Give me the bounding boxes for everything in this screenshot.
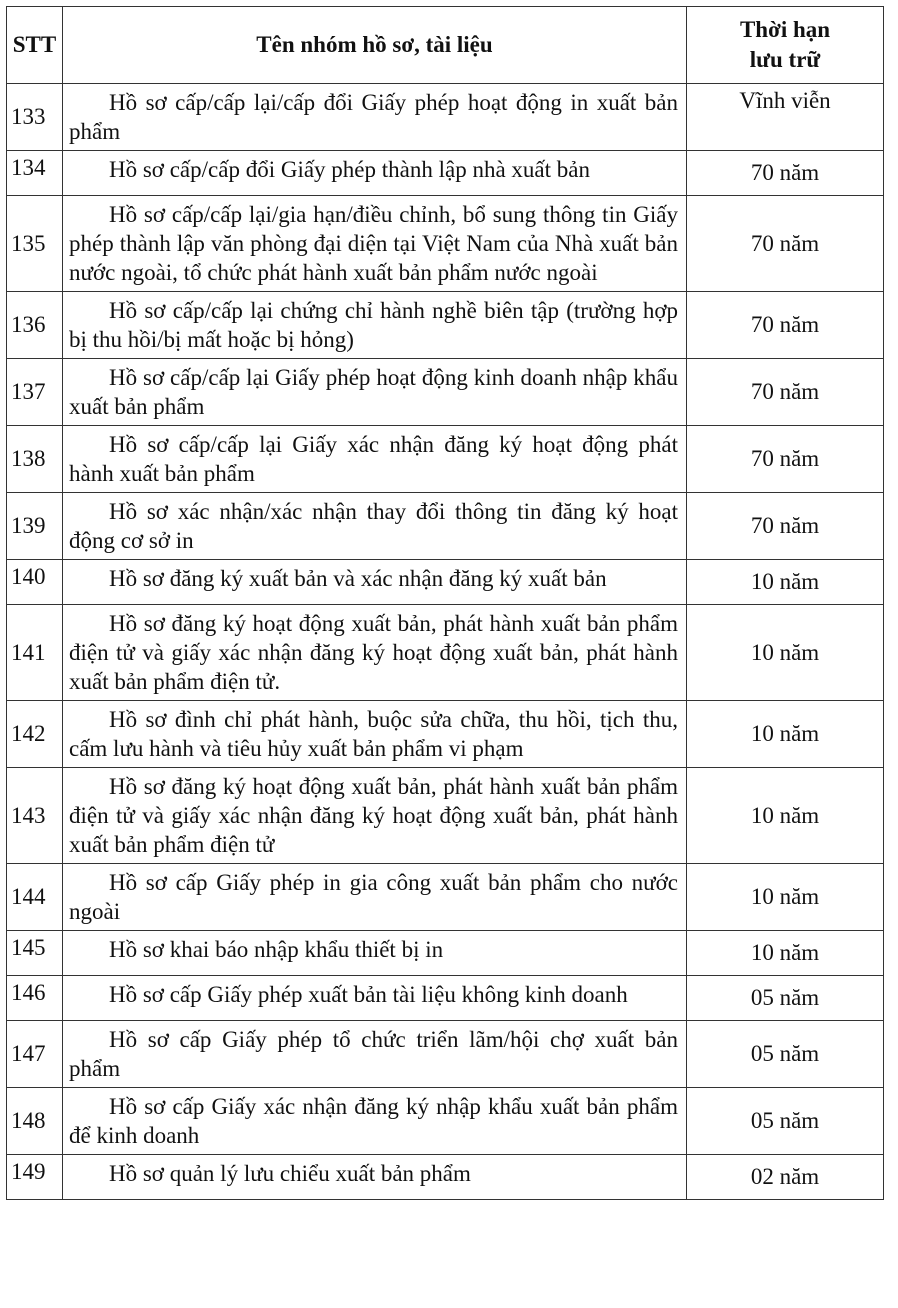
table-row — [7, 976, 884, 1021]
row-stt: 148 — [7, 1088, 63, 1155]
row-term: 70 năm — [687, 426, 884, 493]
retention-table — [6, 6, 884, 1200]
row-name: Hồ sơ cấp/cấp lại/cấp đổi Giấy phép hoạt động in xuất bản phẩm — [63, 84, 687, 151]
row-name: Hồ sơ cấp Giấy xác nhận đăng ký nhập khẩu xuất bản phẩm để kinh doanh — [63, 1088, 687, 1155]
row-term: 05 năm — [687, 976, 884, 1021]
table-row — [7, 493, 884, 560]
row-name: Hồ sơ cấp Giấy phép in gia công xuất bản phẩm cho nước ngoài — [63, 864, 687, 931]
table-row — [7, 151, 884, 196]
table-row — [7, 560, 884, 605]
table-row — [7, 1021, 884, 1088]
table-row — [7, 84, 884, 151]
table-row — [7, 292, 884, 359]
row-term: 02 năm — [687, 1155, 884, 1200]
table-row — [7, 196, 884, 292]
table-row — [7, 1155, 884, 1200]
row-name: Hồ sơ quản lý lưu chiểu xuất bản phẩm — [63, 1155, 687, 1200]
row-stt: 134 — [7, 151, 63, 196]
table-row — [7, 864, 884, 931]
row-stt: 146 — [7, 976, 63, 1021]
header-term — [687, 7, 884, 84]
row-name: Hồ sơ cấp Giấy phép tổ chức triển lãm/hội chợ xuất bản phẩm — [63, 1021, 687, 1088]
row-name: Hồ sơ khai báo nhập khẩu thiết bị in — [63, 931, 687, 976]
table-row — [7, 426, 884, 493]
header-row — [7, 7, 884, 84]
row-term: 70 năm — [687, 292, 884, 359]
row-name: Hồ sơ cấp/cấp lại Giấy xác nhận đăng ký hoạt động phát hành xuất bản phẩm — [63, 426, 687, 493]
header-term-line2: lưu trữ — [749, 47, 821, 72]
row-name: Hồ sơ cấp/cấp lại/gia hạn/điều chỉnh, bổ sung thông tin Giấy phép thành lập văn phòng đại diện tại Việt Nam của Nhà xuất bản nước ngoài, tổ chức phát hành xuất bản phẩm nước ngoài — [63, 196, 687, 292]
row-stt: 136 — [7, 292, 63, 359]
row-stt: 139 — [7, 493, 63, 560]
row-term: 05 năm — [687, 1021, 884, 1088]
row-stt: 140 — [7, 560, 63, 605]
row-name: Hồ sơ xác nhận/xác nhận thay đổi thông tin đăng ký hoạt động cơ sở in — [63, 493, 687, 560]
row-stt: 138 — [7, 426, 63, 493]
row-term: 10 năm — [687, 701, 884, 768]
row-name: Hồ sơ đăng ký hoạt động xuất bản, phát hành xuất bản phẩm điện tử và giấy xác nhận đăng ký hoạt động xuất bản, phát hành xuất bản phẩm điện tử — [63, 768, 687, 864]
table-row — [7, 768, 884, 864]
row-term: Vĩnh viễn — [687, 84, 884, 151]
row-term: 70 năm — [687, 359, 884, 426]
row-name: Hồ sơ cấp/cấp lại Giấy phép hoạt động kinh doanh nhập khẩu xuất bản phẩm — [63, 359, 687, 426]
header-name: Tên nhóm hồ sơ, tài liệu — [63, 7, 687, 84]
table-row — [7, 931, 884, 976]
row-stt: 133 — [7, 84, 63, 151]
row-term: 70 năm — [687, 196, 884, 292]
table-row — [7, 359, 884, 426]
row-term: 10 năm — [687, 864, 884, 931]
row-stt: 137 — [7, 359, 63, 426]
table-row — [7, 605, 884, 701]
row-term: 70 năm — [687, 151, 884, 196]
row-term: 10 năm — [687, 560, 884, 605]
row-stt: 147 — [7, 1021, 63, 1088]
row-name: Hồ sơ đăng ký hoạt động xuất bản, phát hành xuất bản phẩm điện tử và giấy xác nhận đăng ký hoạt động xuất bản, phát hành xuất bản phẩm điện tử. — [63, 605, 687, 701]
row-stt: 145 — [7, 931, 63, 976]
row-term: 10 năm — [687, 768, 884, 864]
row-stt: 144 — [7, 864, 63, 931]
row-stt: 141 — [7, 605, 63, 701]
row-term: 70 năm — [687, 493, 884, 560]
header-term-line1: Thời hạn — [739, 17, 831, 42]
row-name: Hồ sơ cấp Giấy phép xuất bản tài liệu không kinh doanh — [63, 976, 687, 1021]
row-term: 05 năm — [687, 1088, 884, 1155]
header-stt: STT — [7, 7, 63, 84]
table-row — [7, 1088, 884, 1155]
row-name: Hồ sơ đăng ký xuất bản và xác nhận đăng ký xuất bản — [63, 560, 687, 605]
row-stt: 142 — [7, 701, 63, 768]
row-stt: 143 — [7, 768, 63, 864]
row-name: Hồ sơ đình chỉ phát hành, buộc sửa chữa, thu hồi, tịch thu, cấm lưu hành và tiêu hủy xuất bản phẩm vi phạm — [63, 701, 687, 768]
row-term: 10 năm — [687, 605, 884, 701]
row-term: 10 năm — [687, 931, 884, 976]
table-row — [7, 701, 884, 768]
row-name: Hồ sơ cấp/cấp lại chứng chỉ hành nghề biên tập (trường hợp bị thu hồi/bị mất hoặc bị hỏng) — [63, 292, 687, 359]
row-stt: 149 — [7, 1155, 63, 1200]
row-name: Hồ sơ cấp/cấp đổi Giấy phép thành lập nhà xuất bản — [63, 151, 687, 196]
row-stt: 135 — [7, 196, 63, 292]
